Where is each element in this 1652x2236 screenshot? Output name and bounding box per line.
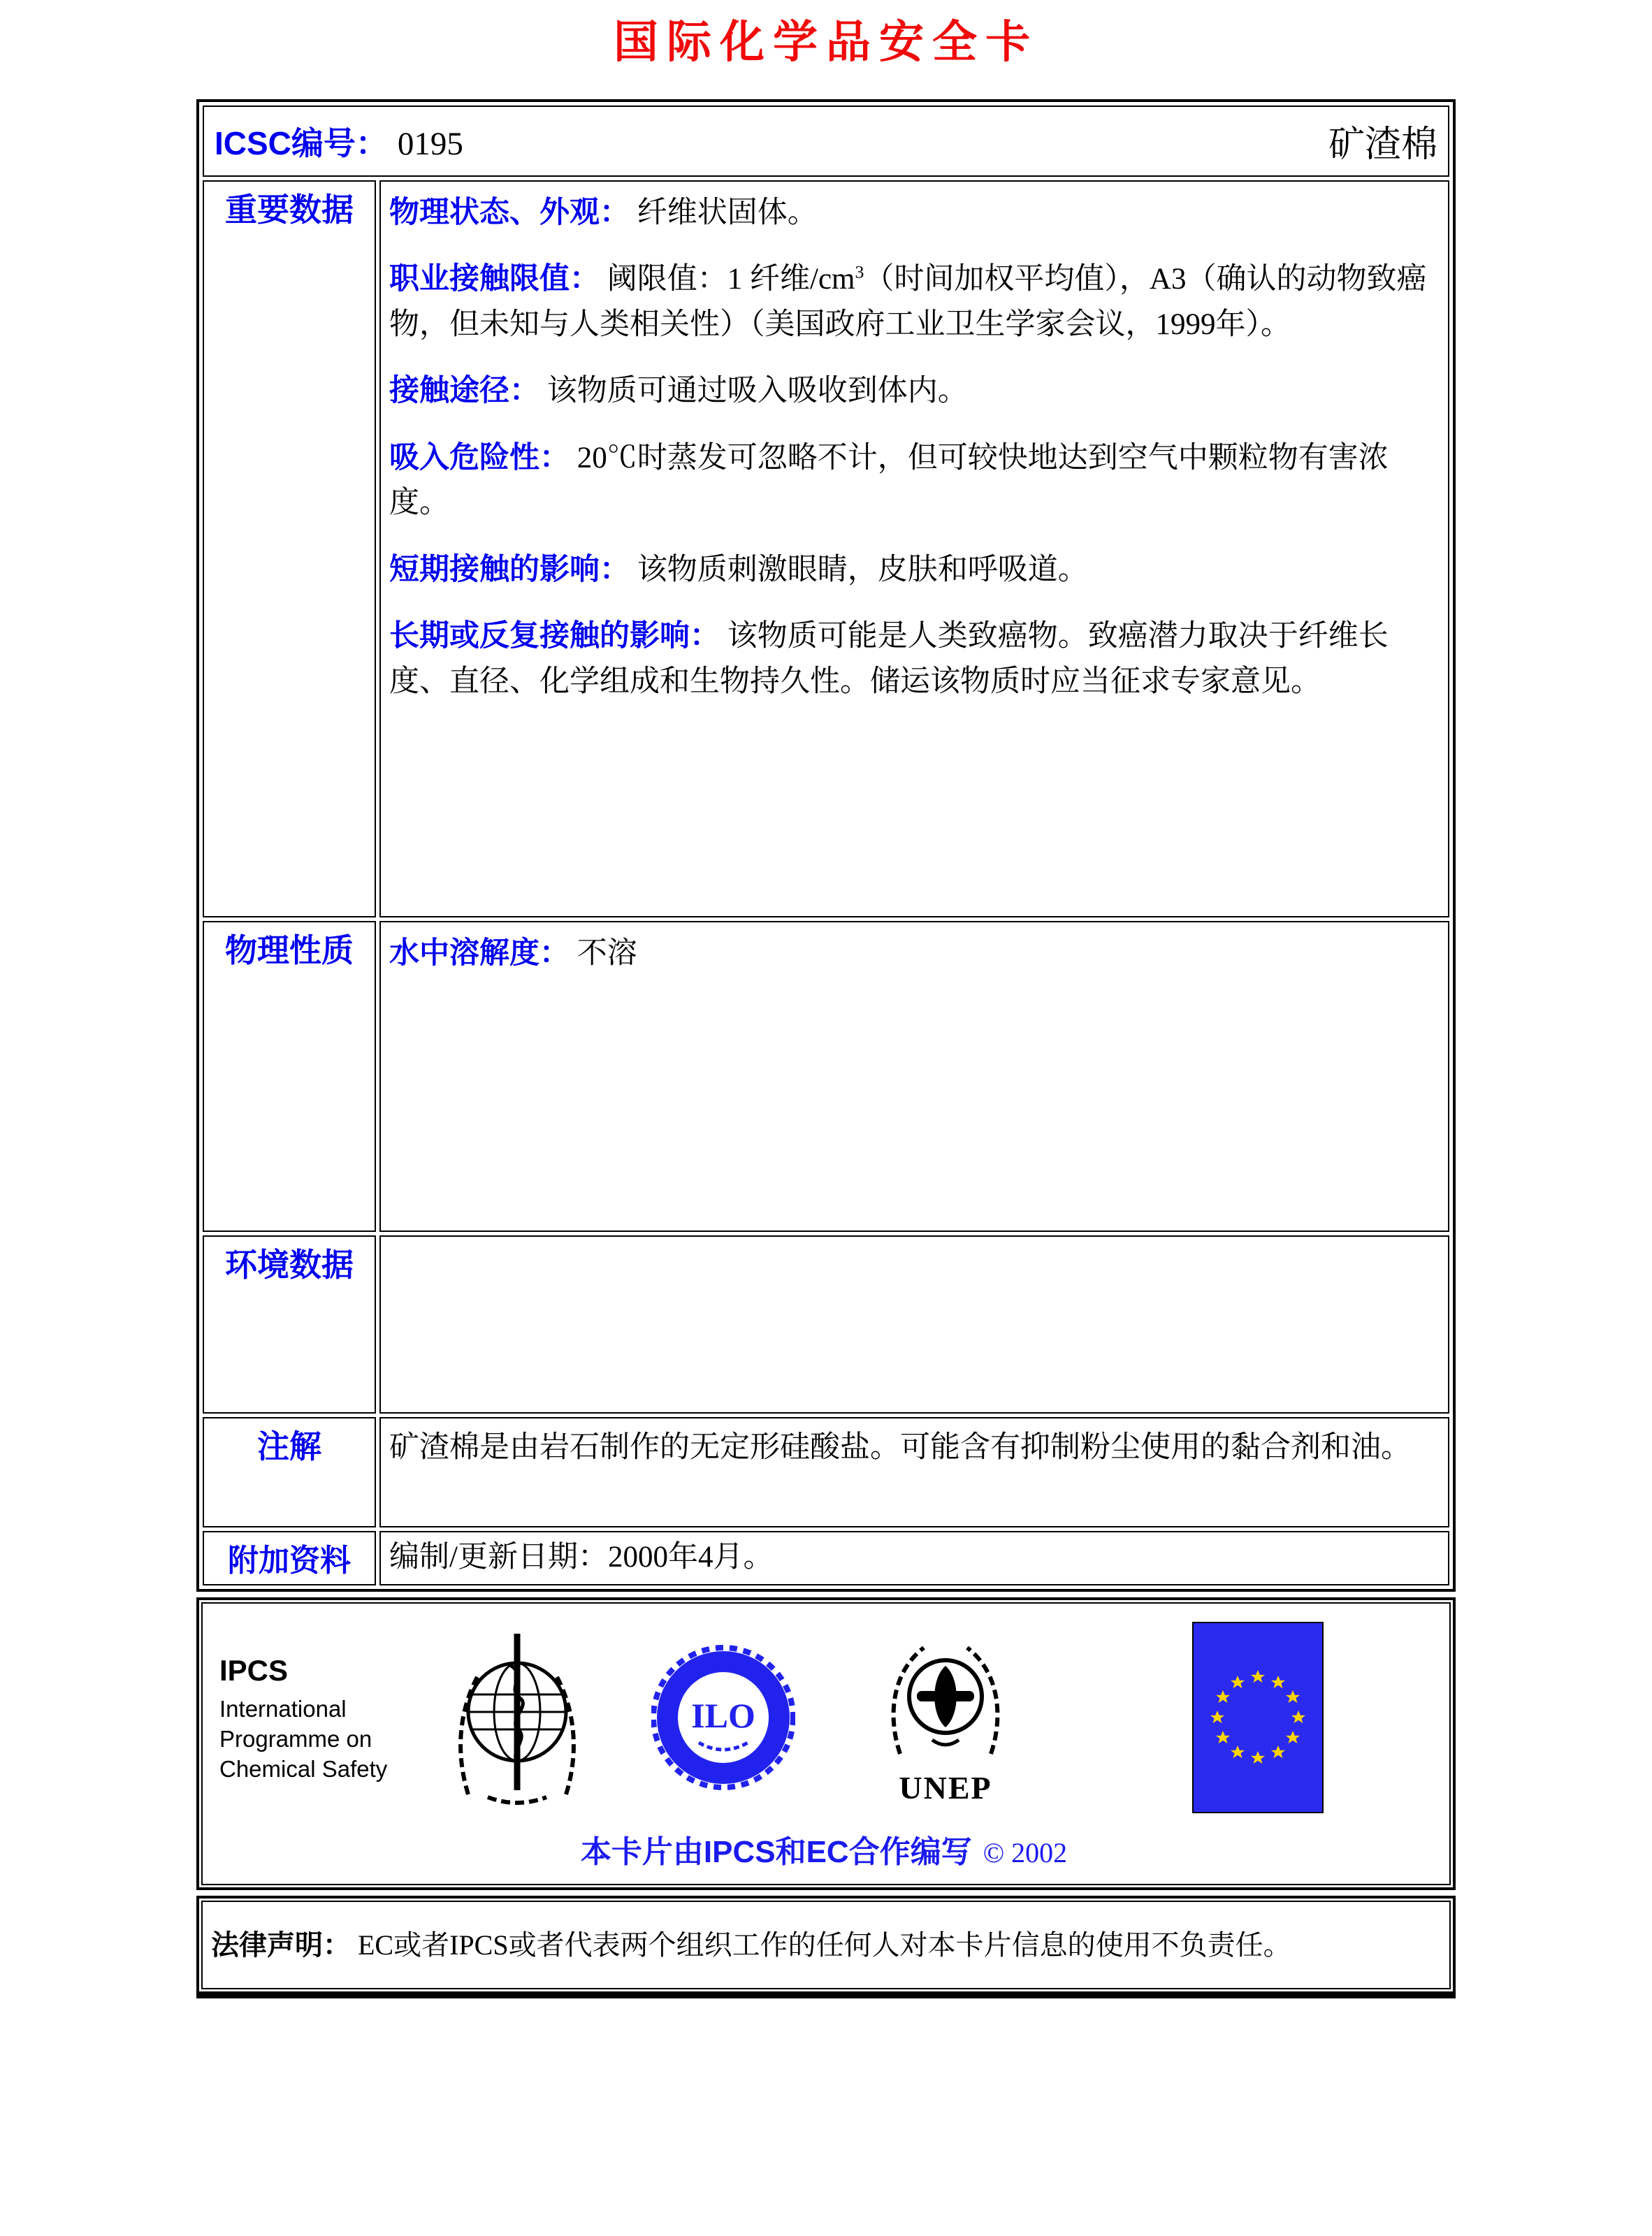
ipcs-line-2: Programme on — [219, 1726, 372, 1752]
important-item-exposure-limits — [389, 256, 1437, 347]
icsc-number-group — [215, 118, 463, 164]
ilo-logo-text: ILO — [691, 1696, 755, 1736]
important-data-cell — [379, 180, 1449, 917]
who-logo-icon — [447, 1629, 587, 1809]
ipcs-text-block — [219, 1654, 422, 1785]
table-row-notes — [203, 1417, 1449, 1527]
important-item-exposure-routes — [389, 368, 1437, 414]
card-frame — [196, 99, 1456, 1999]
organizations-box-inner — [201, 1602, 1451, 1885]
item-text-pre: 阈限值：1 纤维/cm — [607, 263, 855, 296]
icsc-table — [196, 99, 1456, 1592]
icsc-header-cell — [205, 108, 1447, 175]
row-label-notes: 注解 — [203, 1417, 376, 1527]
table-row-physical-properties — [203, 921, 1449, 1232]
item-text: 纤维状固体。 — [637, 196, 818, 229]
physical-item-solubility — [389, 931, 1437, 977]
additional-info-cell: 编制/更新日期：2000年4月。 — [379, 1531, 1449, 1586]
physical-properties-cell — [379, 921, 1449, 1232]
legal-notice-text: EC或者IPCS或者代表两个组织工作的任何人对本卡片信息的使用不负责任。 — [358, 1929, 1291, 1961]
item-label: 水中溶解度： — [389, 936, 570, 970]
ipcs-line-3: Chemical Safety — [219, 1756, 388, 1783]
table-row-important-data — [203, 180, 1449, 917]
unep-logo-icon — [872, 1629, 1019, 1809]
legal-notice-box — [196, 1896, 1456, 1998]
logo-row — [219, 1622, 1428, 1817]
item-text: 该物质可能是人类致癌物。致癌潜力取决于纤维长度、直径、化学组成和生物持久性。储运该物质时应当征求专家意见。 — [389, 620, 1389, 698]
notes-cell: 矿渣棉是由岩石制作的无定形硅酸盐。可能含有抑制粉尘使用的黏合剂和油。 — [379, 1417, 1449, 1527]
unep-logo-text: UNEP — [899, 1770, 992, 1806]
icsc-number-label: ICSC编号： — [215, 124, 388, 161]
icsc-number-value: 0195 — [397, 125, 463, 162]
important-item-short-term-effects — [389, 547, 1437, 593]
ipcs-acronym: IPCS — [219, 1654, 289, 1687]
table-row-environmental-data — [203, 1235, 1449, 1414]
table-row-header — [203, 106, 1449, 177]
row-label-environmental-data: 环境数据 — [203, 1235, 376, 1414]
eu-flag-icon — [1192, 1622, 1324, 1817]
item-text: 20℃时蒸发可忽略不计，但可较快地达到空气中颗粒物有害浓度。 — [389, 441, 1389, 520]
row-label-important-data: 重要数据 — [203, 180, 376, 917]
item-text: 不溶 — [577, 936, 637, 970]
item-label: 职业接触限值： — [389, 262, 600, 296]
credit-line — [219, 1827, 1428, 1871]
copyright-text: © 2002 — [983, 1837, 1068, 1869]
superscript-3: 3 — [855, 261, 864, 282]
item-text-post: （时间加权平均值），A3（确认的动物致癌物，但未知与人类相关性）（美国政府工业卫生学家会议，1999年）。 — [389, 263, 1427, 341]
environmental-data-cell — [379, 1235, 1449, 1414]
row-label-physical-properties: 物理性质 — [203, 921, 376, 1232]
item-label: 物理状态、外观： — [389, 195, 630, 229]
item-label: 吸入危险性： — [389, 440, 570, 474]
item-label: 长期或反复接触的影响： — [389, 619, 720, 653]
table-row-additional-info — [203, 1531, 1449, 1586]
ipcs-line-1: International — [219, 1696, 347, 1722]
organizations-box — [196, 1597, 1456, 1890]
credit-text: 本卡片由IPCS和EC合作编写 — [580, 1835, 972, 1870]
chemical-name: 矿渣棉 — [1328, 125, 1437, 166]
page-title: 国际化学品安全卡 — [614, 17, 1038, 67]
item-text: 该物质刺激眼睛，皮肤和呼吸道。 — [637, 553, 1088, 586]
important-item-physical-state — [389, 190, 1437, 236]
item-text: 该物质可通过吸入吸收到体内。 — [546, 375, 968, 408]
ilo-logo-icon — [651, 1629, 795, 1809]
legal-notice-label: 法律声明： — [211, 1930, 351, 1961]
important-item-long-term-effects — [389, 614, 1437, 704]
item-label: 短期接触的影响： — [389, 552, 630, 586]
item-label: 接触途径： — [389, 374, 539, 408]
legal-notice-inner — [201, 1901, 1451, 1989]
important-item-inhalation-risk — [389, 435, 1437, 526]
row-label-additional-info: 附加资料 — [203, 1531, 376, 1586]
